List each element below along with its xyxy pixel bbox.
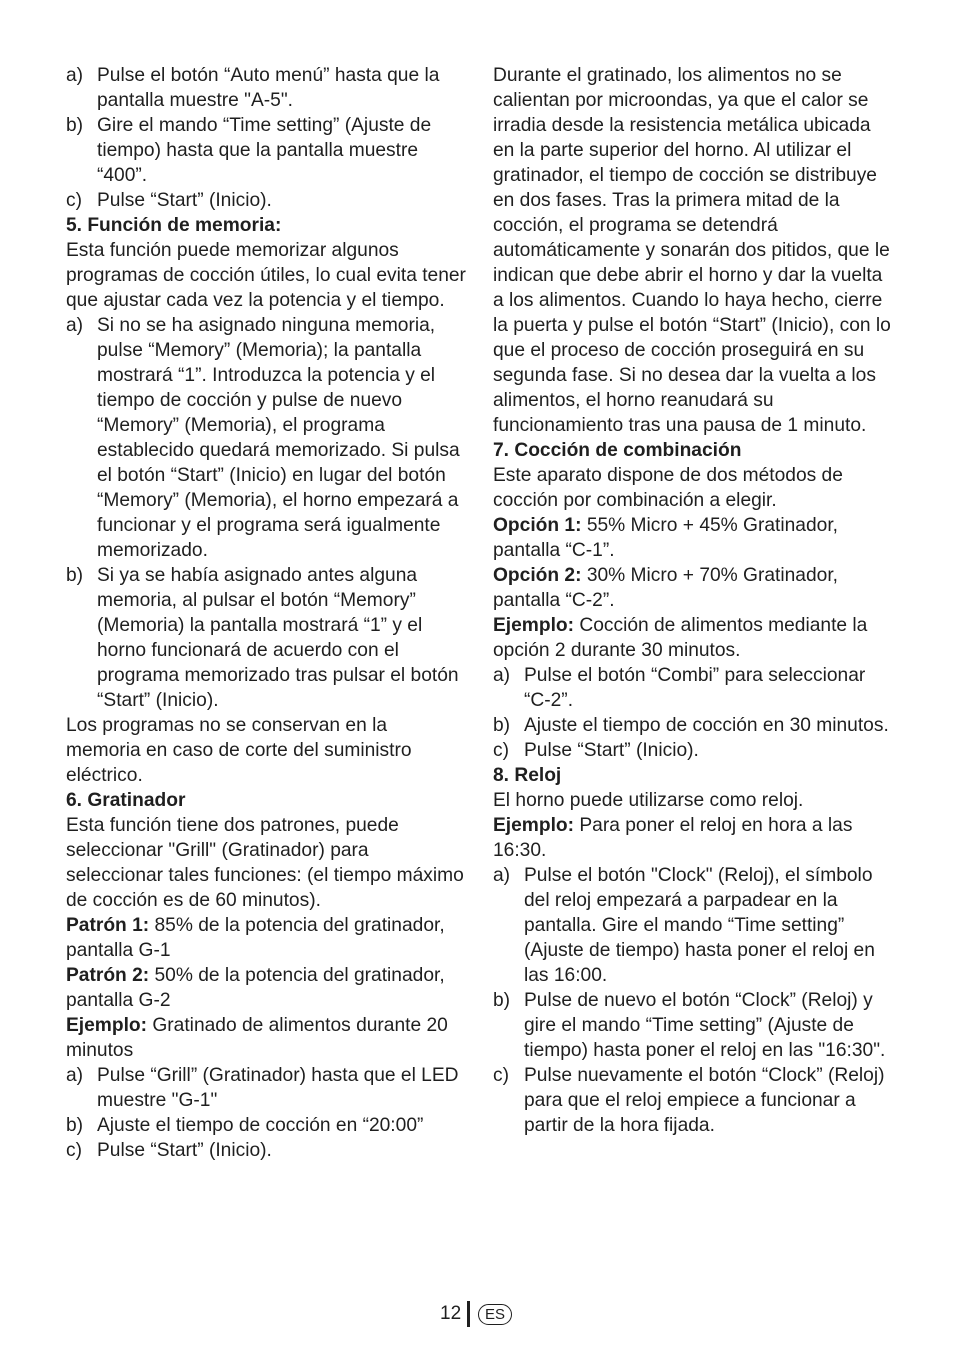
list-a5 [66,63,466,213]
section-heading-clock: 8. Reloj [493,765,562,786]
list-item: b) Pulse de nuevo el botón “Clock” (Reloj) y gire el mando “Time setting” (Ajuste de tiempo) hasta poner el reloj en las "16:30". [493,990,886,1061]
pattern-1: Patrón 1: 85% de la potencia del gratinador, pantalla G-1 [66,915,445,961]
list-item: c) Pulse “Start” (Inicio). [66,190,272,211]
list-item: a) Pulse “Grill” (Gratinador) hasta que el LED muestre "G-1" [66,1065,459,1111]
example: Ejemplo: Gratinado de alimentos durante 20 minutos [66,1015,448,1061]
list-item: c) Pulse “Start” (Inicio). [493,740,699,761]
list-item: a) Pulse el botón “Combi” para seleccionar “C-2”. [493,665,866,711]
list-item: b) Ajuste el tiempo de cocción en 30 minutos. [493,715,889,736]
paragraph: Esta función puede memorizar algunos programas de cocción útiles, lo cual evita tener que ajustar cada vez la potencia y el tiempo. [66,240,466,311]
list-item: c) Pulse “Start” (Inicio). [66,1140,272,1161]
option-1: Opción 1: 55% Micro + 45% Gratinador, pantalla “C-1”. [493,515,838,561]
example: Ejemplo: Cocción de alimentos mediante la opción 2 durante 30 minutos. [493,615,868,661]
paragraph: Los programas no se conservan en la memoria en caso de corte del suministro eléctrico. [66,715,412,786]
list-item: b) Gire el mando “Time setting” (Ajuste de tiempo) hasta que la pantalla muestre “400”. [66,115,432,186]
page-number: 12 [440,1303,462,1324]
list-item: b) Ajuste el tiempo de cocción en “20:00” [66,1115,424,1136]
list-item: a) Pulse el botón “Auto menú” hasta que la pantalla muestre "A-5". [66,65,440,111]
right-column [493,63,893,1138]
paragraph: Esta función tiene dos patrones, puede seleccionar "Grill" (Gratinador) para seleccionar tales funciones: (el tiempo máximo de cocción es de 60 minutos). [66,815,464,911]
pattern-2: Patrón 2: 50% de la potencia del gratinador, pantalla G-2 [66,965,445,1011]
paragraph: El horno puede utilizarse como reloj. [493,790,804,811]
example: Ejemplo: Para poner el reloj en hora a las 16:30. [493,815,853,861]
page-footer [440,1302,512,1326]
paragraph: Durante el gratinado, los alimentos no se calientan por microondas, ya que el calor se irradia desde la resistencia metálica ubicada en la parte superior del horno. Al utilizar el gratinador, el tiempo de cocción se distribuye en dos fases. Tras la primera mitad de la cocción, el programa se detendrá automáticamente y sonarán dos pitidos, que le indican que debe abrir el horno y dar la vuelta a los alimentos. Cuando lo haya hecho, cierre la puerta y pulse el botón “Start” (Inicio), con lo que el proceso de cocción proseguirá en su segunda fase. Si no desea dar la vuelta a los alimentos, el horno reanudará su funcionamiento tras una pausa de 1 minuto. [493,65,891,436]
section-heading-grill: 6. Gratinador [66,790,186,811]
paragraph: Este aparato dispone de dos métodos de cocción por combinación a elegir. [493,465,843,511]
list-item: a) Pulse el botón "Clock" (Reloj), el símbolo del reloj empezará a parpadear en la pantalla. Gire el mando “Time setting” (Ajuste de tiempo) hasta poner el reloj en las 16:00. [493,865,875,986]
list-item: c) Pulse nuevamente el botón “Clock” (Reloj) para que el reloj empiece a funcionar a partir de la hora fijada. [493,1065,885,1136]
section-heading-combination: 7. Cocción de combinación [493,440,742,461]
footer-divider [467,1301,470,1327]
list-item: b) Si ya se había asignado antes alguna memoria, al pulsar el botón “Memory” (Memoria) la pantalla mostrará “1” y el horno funcionará de acuerdo con el programa memorizado tras pulsar el botón “Start” (Inicio). [66,565,459,711]
language-badge: ES [478,1304,512,1325]
left-column [66,63,466,1163]
list-item: a) Si no se ha asignado ninguna memoria, pulse “Memory” (Memoria); la pantalla mostrará “1”. Introduzca la potencia y el tiempo de cocción y pulse de nuevo “Memory” (Memoria), el programa establecido quedará memorizado. Si pulsa el botón “Start” (Inicio) en lugar del botón “Memory” (Memoria), el horno empezará a funcionar y el programa será igualmente memorizado. [66,315,460,561]
section-heading-memory: 5. Función de memoria: [66,215,282,236]
option-2: Opción 2: 30% Micro + 70% Gratinador, pantalla “C-2”. [493,565,838,611]
